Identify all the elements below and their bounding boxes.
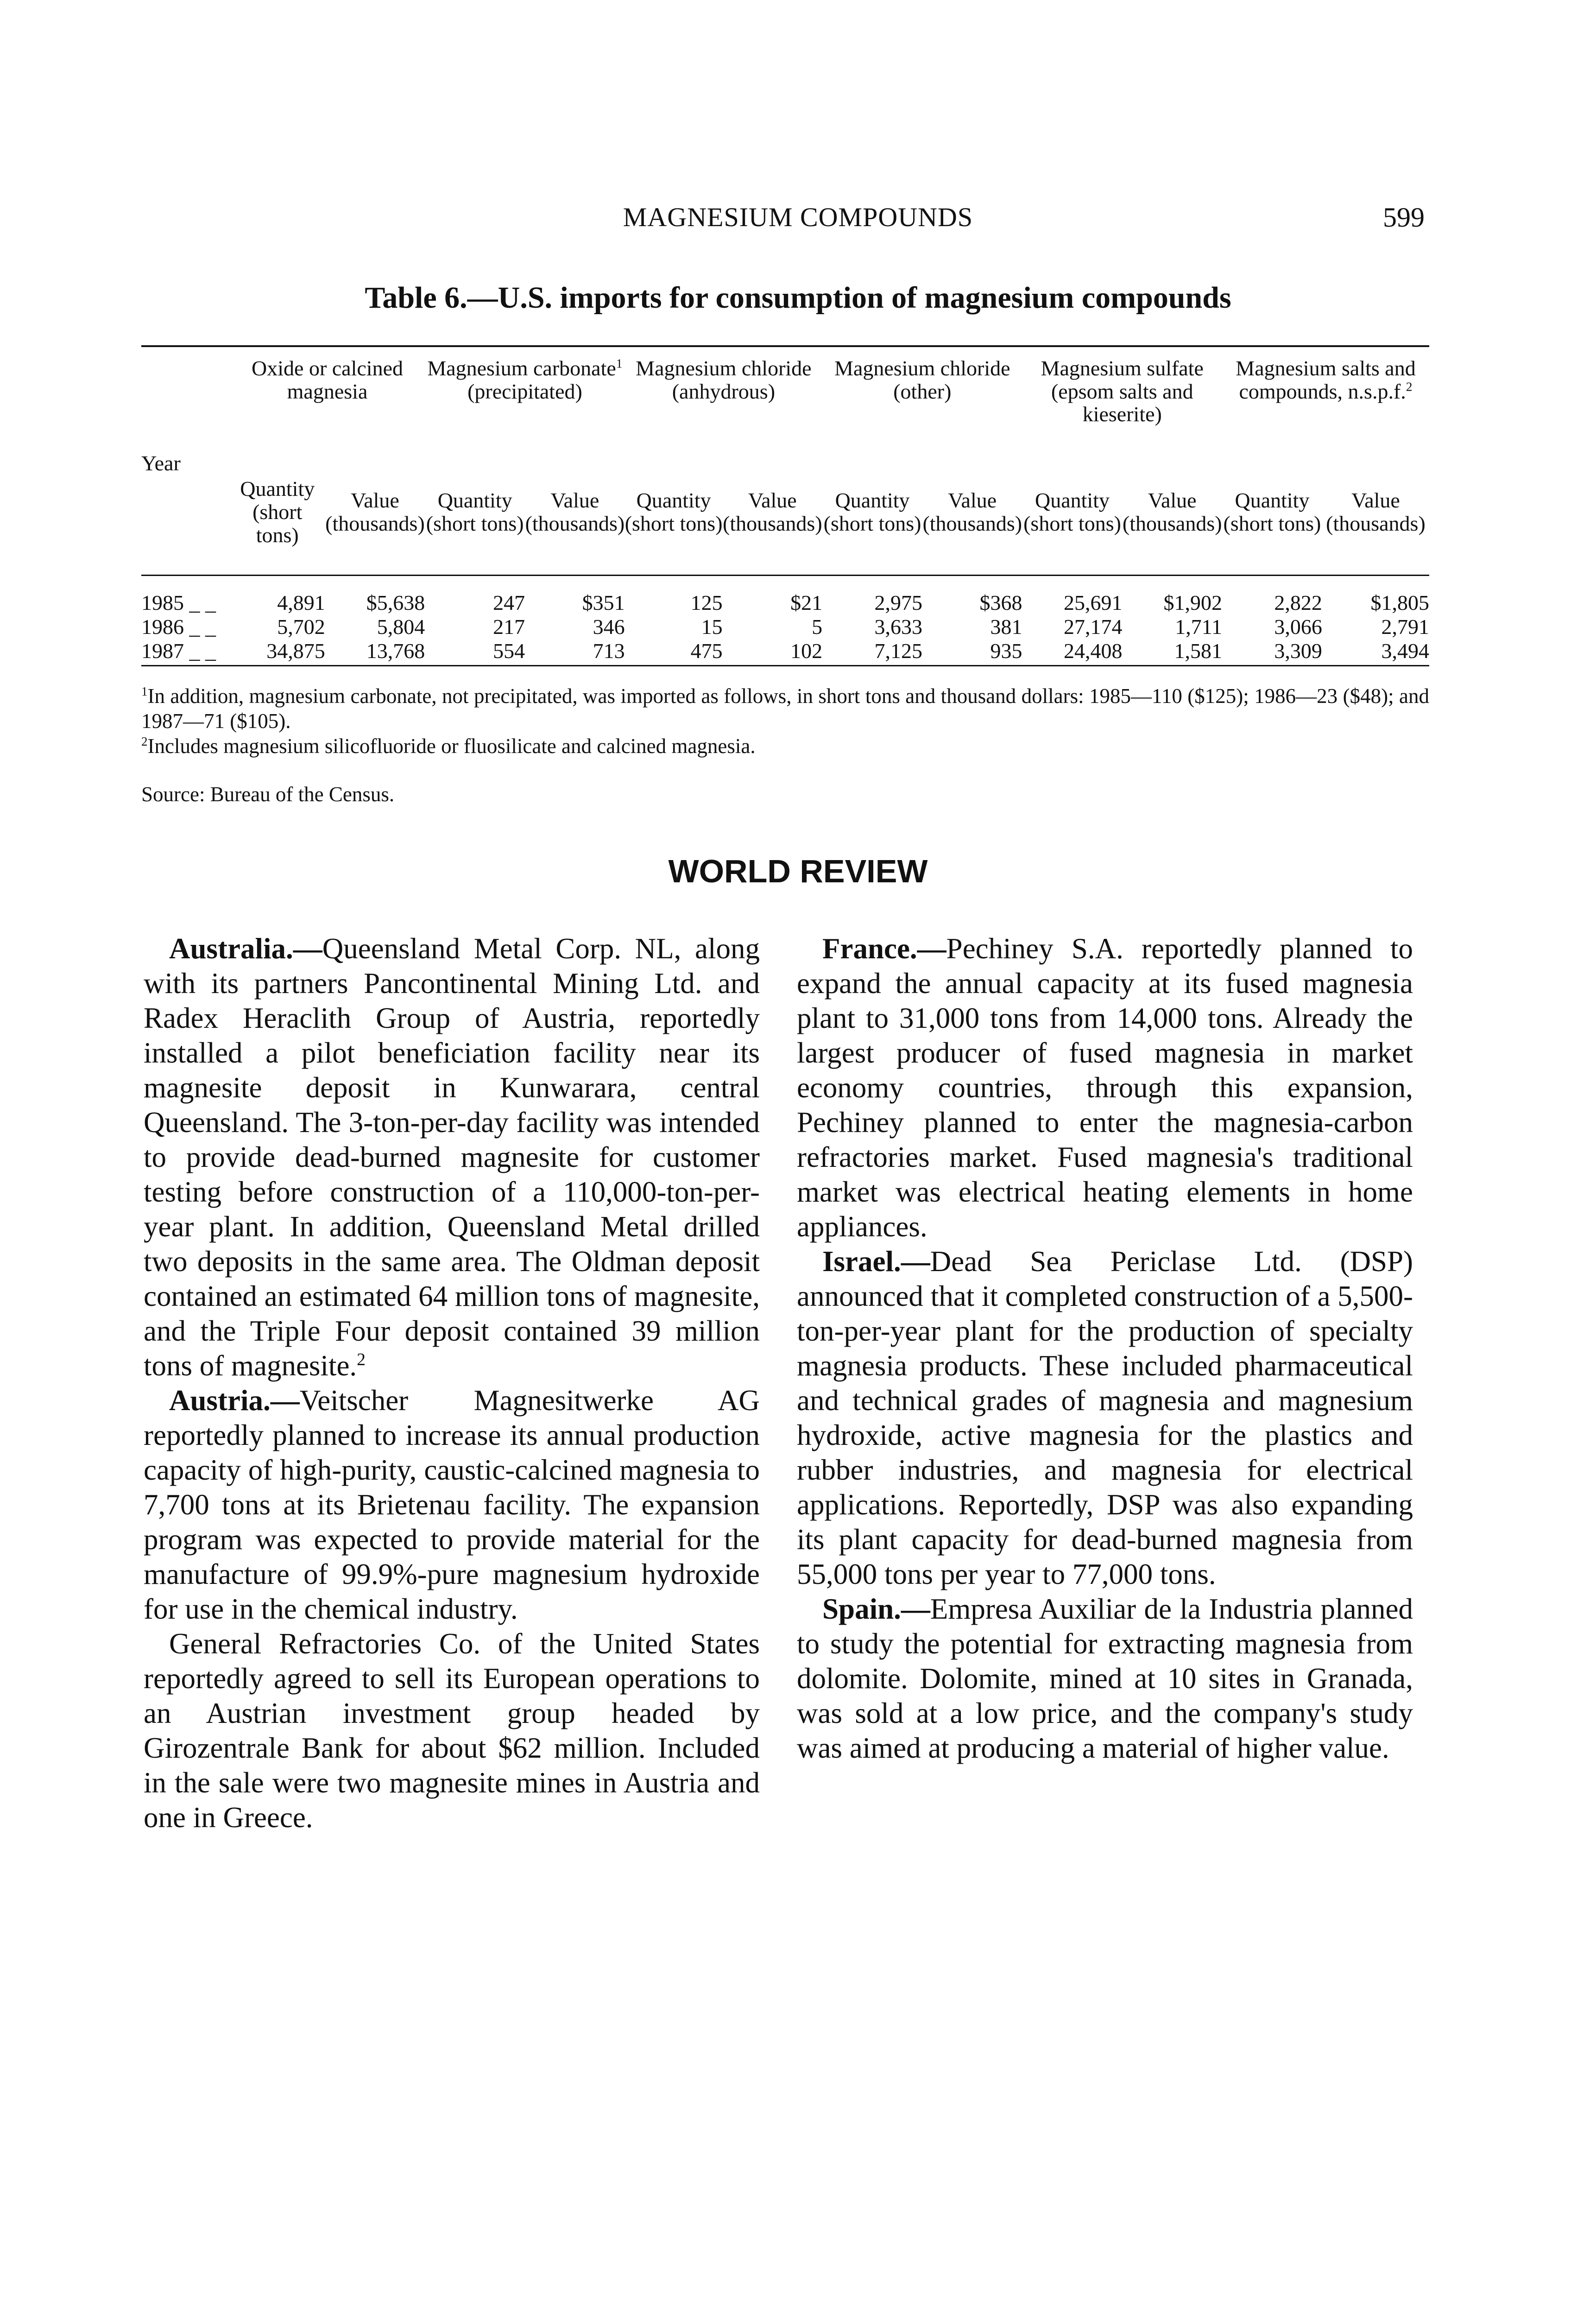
value-cell: 5,804	[377, 615, 425, 639]
source-note: Source: Bureau of the Census.	[141, 783, 395, 806]
value-header: Value (thousands)	[922, 488, 1022, 535]
value-cell: $5,638	[366, 591, 425, 615]
imports-table	[141, 352, 1429, 663]
quantity-cell: 4,891	[277, 591, 325, 615]
value-cell: $351	[582, 591, 625, 615]
group-header-chloride-other: Magnesium chloride (other)	[834, 356, 1010, 403]
table-footnotes	[141, 684, 1429, 807]
paragraph-australia: Australia.—Queensland Metal Corp. NL, along with its partners Pancontinental Mining Ltd. and Radex Heraclith Group of Austria, reportedly installed a pilot beneficiation facility near its magnesite deposit in Kunwarara, central Queensland. The 3-ton-per-day facility was intended to provide dead-burned magnesite for customer testing before construction of a 110,000-ton-per-year plant. In addition, Queensland Metal drilled two deposits in the same area. The Oldman deposit contained an estimated 64 million tons of magnesite, and the Triple Four deposit contained 39 million tons of magnesite.$^2$	[144, 932, 760, 1382]
table-row	[141, 575, 1429, 615]
value-cell: $368	[979, 591, 1022, 615]
quantity-header: Quantity (short tons)	[1223, 488, 1321, 535]
quantity-header: Quantity (short tons)	[823, 488, 921, 535]
value-cell: 1,711	[1175, 615, 1222, 639]
value-header: Value (thousands)	[1326, 488, 1426, 535]
group-header-chloride-anhydrous: Magnesium chloride (anhydrous)	[636, 356, 812, 403]
value-cell: 5	[812, 615, 823, 639]
value-cell: 102	[790, 639, 823, 663]
table-row	[141, 639, 1429, 663]
section-heading: WORLD REVIEW	[668, 853, 928, 889]
table-title: Table 6.—U.S. imports for consumption of magnesium compounds	[365, 281, 1231, 315]
footnote-1: $^1$In addition, magnesium carbonate, not precipitated, was imported as follows, in short tons and thousand dollars: 1985—110 ($125); 1986—23 ($48); and 1987—71 ($105).	[141, 684, 1429, 733]
running-title: MAGNESIUM COMPOUNDS	[623, 202, 973, 232]
quantity-cell: 125	[690, 591, 723, 615]
value-cell: 713	[593, 639, 625, 663]
quantity-cell: 3,309	[1274, 639, 1322, 663]
paragraph-general-refractories: General Refractories Co. of the United States reportedly agreed to sell its European operations to an Austrian investment group headed by Girozentrale Bank for about $62 million. Included in the sale were two magnesite mines in Austria and one in Greece.	[144, 1627, 760, 1834]
value-header: Value (thousands)	[723, 488, 822, 535]
quantity-cell: 3,633	[874, 615, 923, 639]
value-cell: 935	[990, 639, 1022, 663]
value-cell: 3,494	[1381, 639, 1429, 663]
table-body	[141, 575, 1429, 663]
quantity-cell: 24,408	[1063, 639, 1123, 663]
quantity-cell: 34,875	[266, 639, 325, 663]
table-bottom-rule	[141, 665, 1429, 666]
quantity-cell: 2,975	[874, 591, 923, 615]
year-cell: 1987 _ _	[141, 639, 216, 663]
quantity-cell: 475	[690, 639, 723, 663]
group-header-row	[141, 352, 1429, 449]
quantity-cell: 2,822	[1274, 591, 1322, 615]
quantity-cell: 5,702	[277, 615, 325, 639]
year-header: Year	[141, 451, 181, 475]
value-cell: $21	[790, 591, 823, 615]
quantity-header: Quantity (short tons)	[240, 477, 315, 547]
table-row	[141, 615, 1429, 639]
paragraph-austria: Austria.—Veitscher Magnesitwerke AG reportedly planned to increase its annual production capacity of high-purity, caustic-calcined magnesia to 7,700 tons at its Brietenau facility. The expansion program was expected to provide material for the manufacture of 99.9%-pure magnesium hydroxide for use in the chemical industry.	[144, 1384, 760, 1625]
quantity-cell: 554	[493, 639, 525, 663]
value-cell: $1,805	[1370, 591, 1429, 615]
quantity-cell: 7,125	[874, 639, 923, 663]
group-header-oxide: Oxide or calcined magnesia	[252, 356, 403, 403]
paragraph-france: France.—Pechiney S.A. reportedly planned to expand the annual capacity at its fused magnesia plant to 31,000 tons from 14,000 tons. Already the largest producer of fused magnesia in market economy countries, through this expansion, Pechiney planned to enter the magnesia-carbon refractories market. Fused magnesia's traditional market was electrical heating elements in home appliances.	[797, 932, 1413, 1243]
value-cell: $1,902	[1163, 591, 1222, 615]
quantity-cell: 3,066	[1274, 615, 1322, 639]
year-cell: 1985 _ _	[141, 591, 216, 615]
value-header: Value (thousands)	[525, 488, 625, 535]
quantity-cell: 27,174	[1063, 615, 1123, 639]
paragraph-spain: Spain.—Empresa Auxiliar de la Industria planned to study the potential for extracting magnesia from dolomite. Dolomite, mined at 10 sites in Granada, was sold at a low price, and the company's study was aimed at producing a material of higher value.	[797, 1593, 1413, 1764]
value-header: Value (thousands)	[1122, 488, 1222, 535]
value-cell: 1,581	[1174, 639, 1222, 663]
sub-header-row	[141, 449, 1429, 575]
left-column	[144, 931, 760, 1835]
group-header-sulfate: Magnesium sulfate (epsom salts and kieserite)	[1041, 356, 1204, 426]
value-cell: 13,768	[366, 639, 425, 663]
year-cell: 1986 _ _	[141, 615, 216, 639]
value-cell: 2,791	[1381, 615, 1429, 639]
group-header-salts: Magnesium salts and compounds, n.s.p.f.$^2$	[1236, 356, 1416, 403]
quantity-cell: 25,691	[1063, 591, 1123, 615]
page-number: 599	[1383, 202, 1425, 233]
quantity-cell: 247	[493, 591, 525, 615]
quantity-cell: 217	[493, 615, 525, 639]
value-header: Value (thousands)	[325, 488, 425, 535]
right-column	[797, 931, 1413, 1766]
paragraph-israel: Israel.—Dead Sea Periclase Ltd. (DSP) announced that it completed construction of a 5,500-ton-per-year plant for the production of specialty magnesia products. These included pharmaceutical and technical grades of magnesia and magnesium hydroxide, active magnesia for the plastics and rubber industries, and magnesia for electrical applications. Reportedly, DSP was also expanding its plant capacity for dead-burned magnesia from 55,000 tons per year to 77,000 tons.	[797, 1245, 1413, 1590]
quantity-cell: 15	[701, 615, 723, 639]
quantity-header: Quantity (short tons)	[625, 488, 723, 535]
quantity-header: Quantity (short tons)	[426, 488, 524, 535]
value-cell: 346	[593, 615, 625, 639]
table-top-rule	[141, 345, 1429, 347]
footnote-2: $^2$Includes magnesium silicofluoride or fluosilicate and calcined magnesia.	[141, 734, 756, 758]
value-cell: 381	[990, 615, 1022, 639]
group-header-carbonate: Magnesium carbonate$^1$ (precipitated)	[427, 356, 623, 403]
quantity-header: Quantity (short tons)	[1023, 488, 1121, 535]
